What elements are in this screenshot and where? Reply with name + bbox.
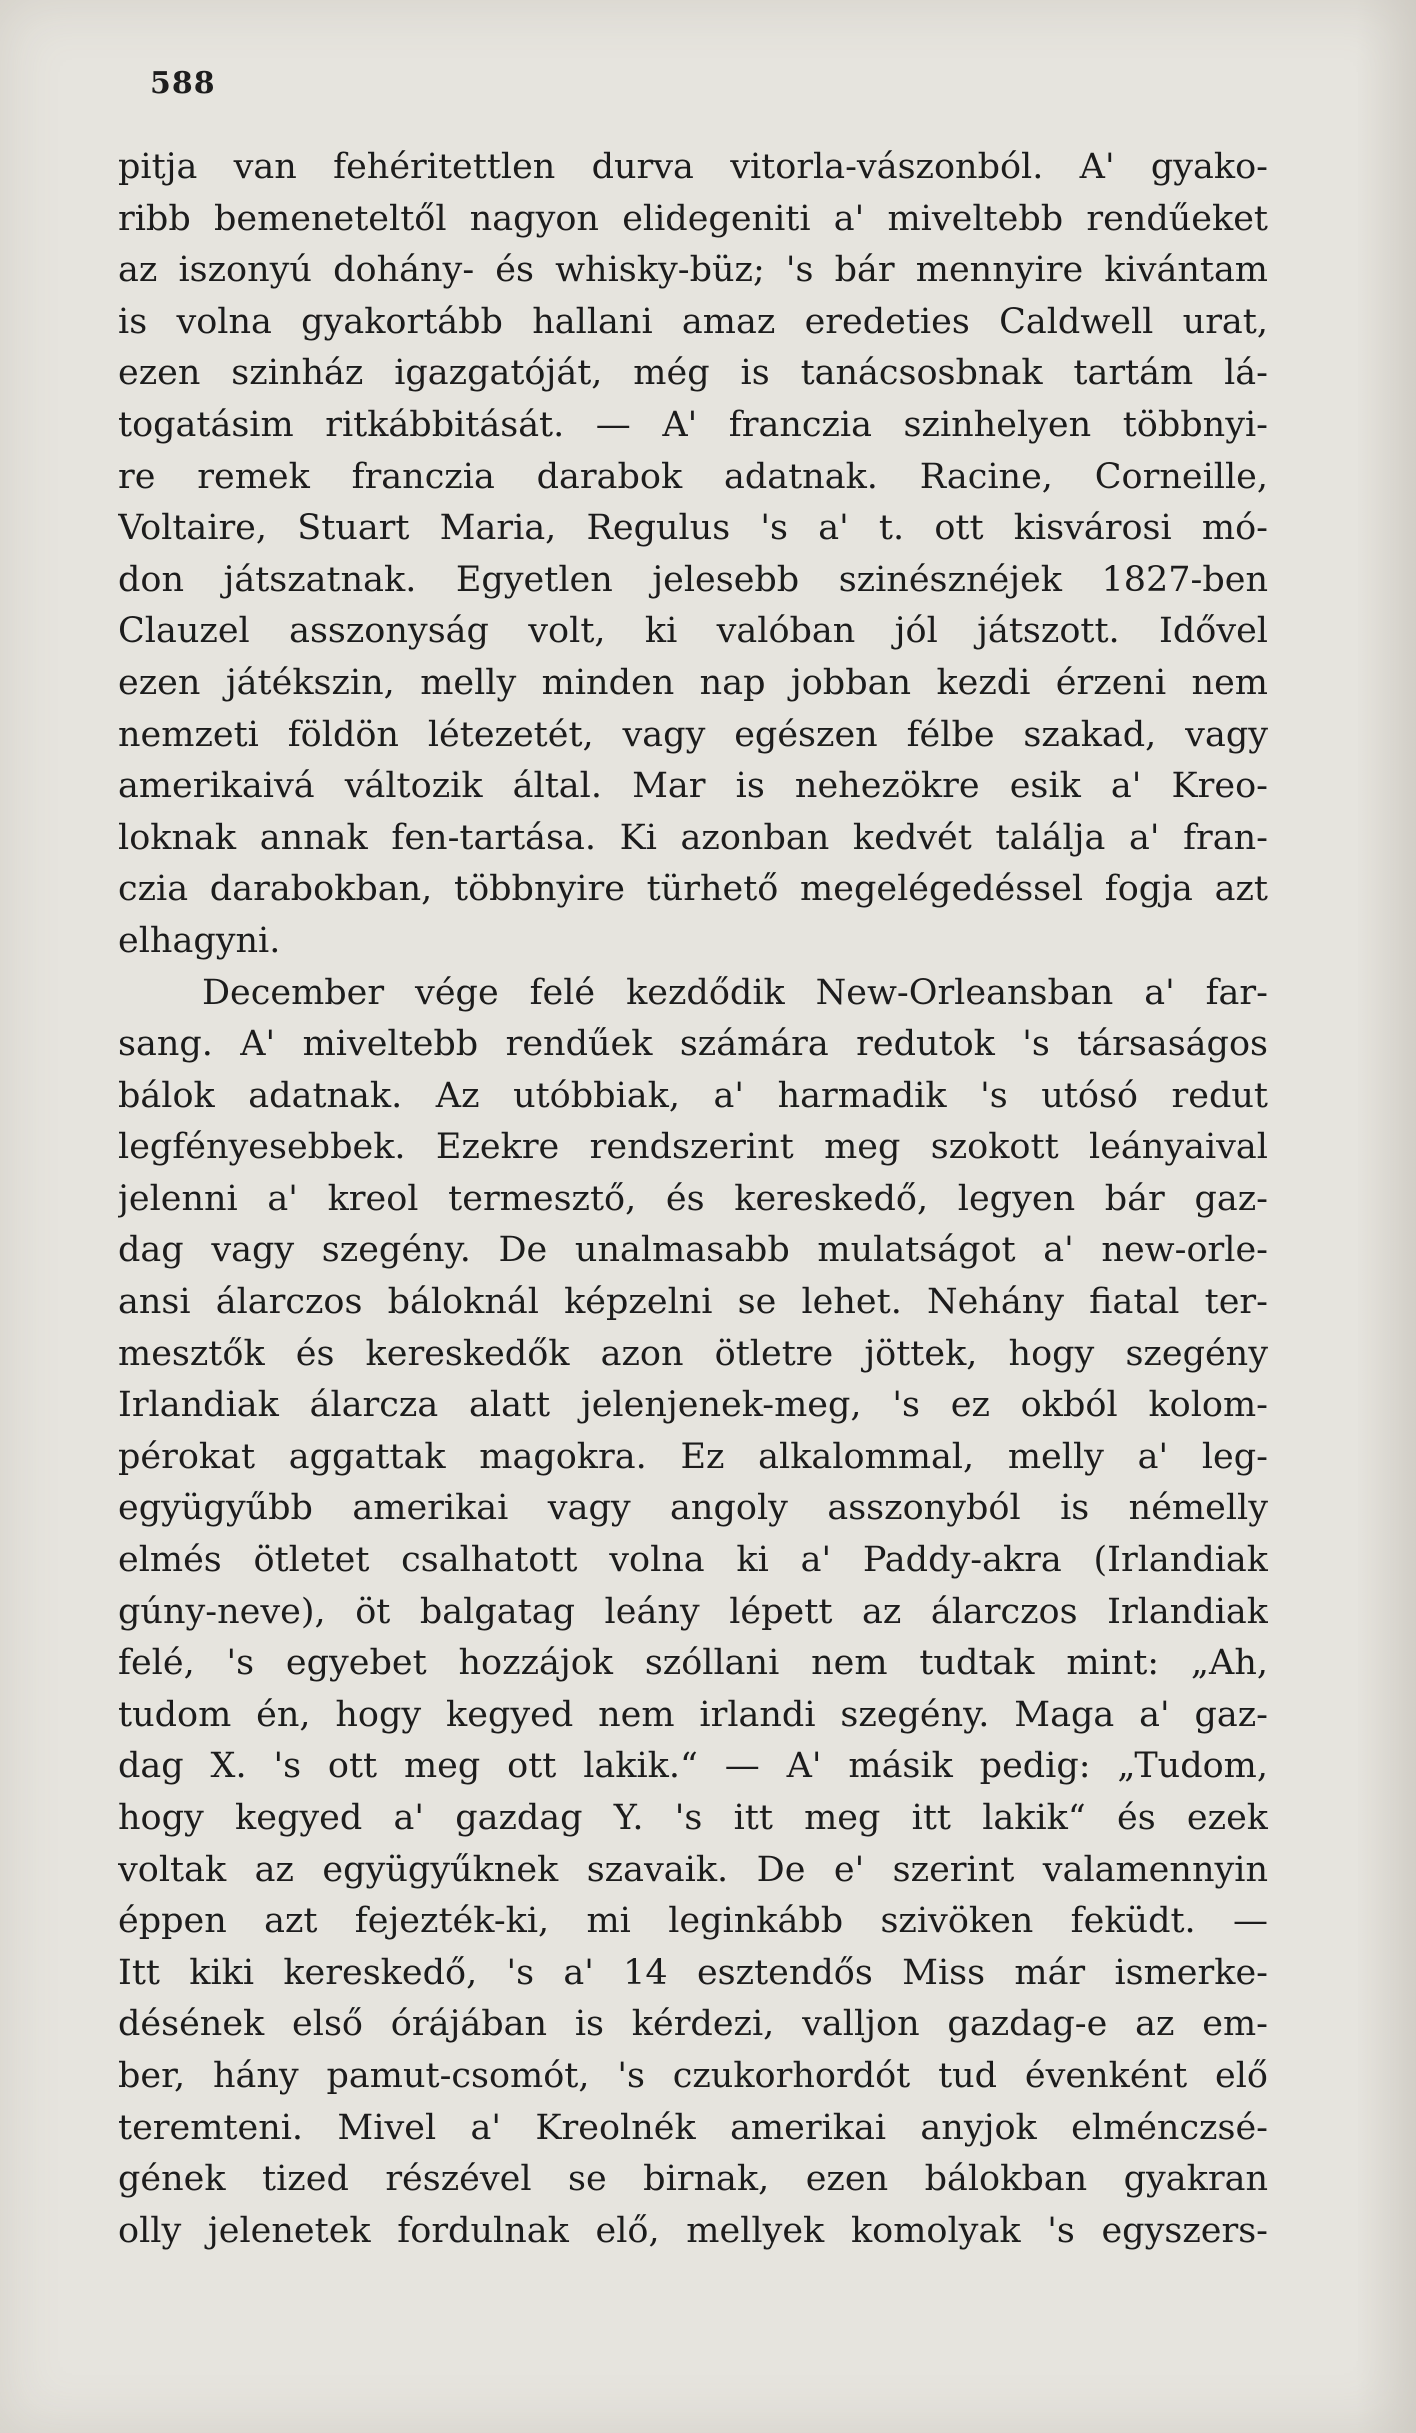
text-line: Clauzel asszonyság volt, ki valóban jól játszott. Idővel [118, 611, 1268, 652]
text-line: Voltaire, Stuart Maria, Regulus 's a' t. ott kisvárosi mó- [118, 508, 1268, 549]
text-line: pérokat aggattak magokra. Ez alkalommal, melly a' leg- [118, 1436, 1268, 1477]
text-line: togatásim ritkábbitását. — A' franczia szinhelyen többnyi- [118, 404, 1268, 445]
text-line: ribb bemeneteltől nagyon elidegeniti a' miveltebb rendűeket [118, 198, 1268, 239]
text-line: is volna gyakortább hallani amaz eredeties Caldwell urat, [118, 301, 1268, 342]
text-line: pitja van fehéritettlen durva vitorla-vászonból. A' gyako- [118, 147, 1268, 187]
page-number: 588 [150, 66, 216, 101]
text-line: czia darabokban, többnyire türhető megelégedéssel fogja azt [118, 869, 1268, 910]
text-line: ber, hány pamut-csomót, 's czukorhordót tud évenként elő [118, 2055, 1268, 2096]
text-line: sang. A' miveltebb rendűek számára redutok 's társaságos [118, 1024, 1268, 1065]
text-line: Irlandiak álarcza alatt jelenjenek-meg, 's ez okból kolom- [118, 1385, 1268, 1426]
text-line: re remek franczia darabok adatnak. Racine, Corneille, [118, 456, 1268, 497]
text-line: ansi álarczos báloknál képzelni se lehet. Nehány fiatal ter- [118, 1282, 1268, 1323]
text-line: teremteni. Mivel a' Kreolnék amerikai anyjok elménczsé- [118, 2107, 1268, 2148]
text-line: December vége felé kezdődik New-Orleansban a' far- [202, 972, 1268, 1013]
text-line: gúny-neve), öt balgatag leány lépett az álarczos Irlandiak [118, 1591, 1268, 1632]
text-line: mesztők és kereskedők azon ötletre jöttek, hogy szegény [118, 1333, 1268, 1374]
text-line: amerikaivá változik által. Mar is nehezökre esik a' Kreo- [118, 766, 1268, 807]
body-text [118, 142, 1268, 2257]
text-line: dag vagy szegény. De unalmasabb mulatságot a' new-orle- [118, 1230, 1268, 1271]
text-line: jelenni a' kreol termesztő, és kereskedő, legyen bár gaz- [118, 1178, 1268, 1219]
text-line: bálok adatnak. Az utóbbiak, a' harmadik 's utósó redut [118, 1075, 1268, 1116]
text-line: Itt kiki kereskedő, 's a' 14 esztendős Miss már ismerke- [118, 1952, 1268, 1993]
text-line: ezen szinház igazgatóját, még is tanácsosbnak tartám lá- [118, 353, 1268, 394]
text-line: ezen játékszin, melly minden nap jobban kezdi érzeni nem [118, 662, 1268, 703]
text-line: loknak annak fen-tartása. Ki azonban kedvét találja a' fran- [118, 817, 1268, 858]
text-line: don játszatnak. Egyetlen jelesebb szinésznéjek 1827-ben [118, 559, 1268, 600]
text-line: olly jelenetek fordulnak elő, mellyek komolyak 's egyszers- [118, 2210, 1268, 2251]
text-line: voltak az együgyűknek szavaik. De e' szerint valamennyin [118, 1849, 1268, 1890]
text-line: nemzeti földön létezetét, vagy egészen félbe szakad, vagy [118, 714, 1268, 755]
text-line: elmés ötletet csalhatott volna ki a' Paddy-akra (Irlandiak [118, 1540, 1268, 1581]
text-line: az iszonyú dohány- és whisky-büz; 's bár mennyire kivántam [118, 250, 1268, 291]
text-line: legfényesebbek. Ezekre rendszerint meg szokott leányaival [118, 1127, 1268, 1168]
page-edge-shadow [1356, 0, 1416, 2433]
text-line: együgyűbb amerikai vagy angoly asszonyból is némelly [118, 1488, 1268, 1529]
text-line: gének tized részével se birnak, ezen bálokban gyakran [118, 2159, 1268, 2200]
text-line: désének első órájában is kérdezi, valljon gazdag-e az em- [118, 2004, 1268, 2045]
text-line: dag X. 's ott meg ott lakik.“ — A' másik pedig: „Tudom, [118, 1746, 1268, 1787]
text-line: felé, 's egyebet hozzájok szóllani nem tudtak mint: „Ah, [118, 1643, 1268, 1684]
text-line: tudom én, hogy kegyed nem irlandi szegény. Maga a' gaz- [118, 1694, 1268, 1735]
text-line: hogy kegyed a' gazdag Y. 's itt meg itt lakik“ és ezek [118, 1798, 1268, 1838]
text-line: elhagyni. [118, 920, 281, 961]
text-line: éppen azt fejezték-ki, mi leginkább szivöken feküdt. — [118, 1901, 1268, 1942]
